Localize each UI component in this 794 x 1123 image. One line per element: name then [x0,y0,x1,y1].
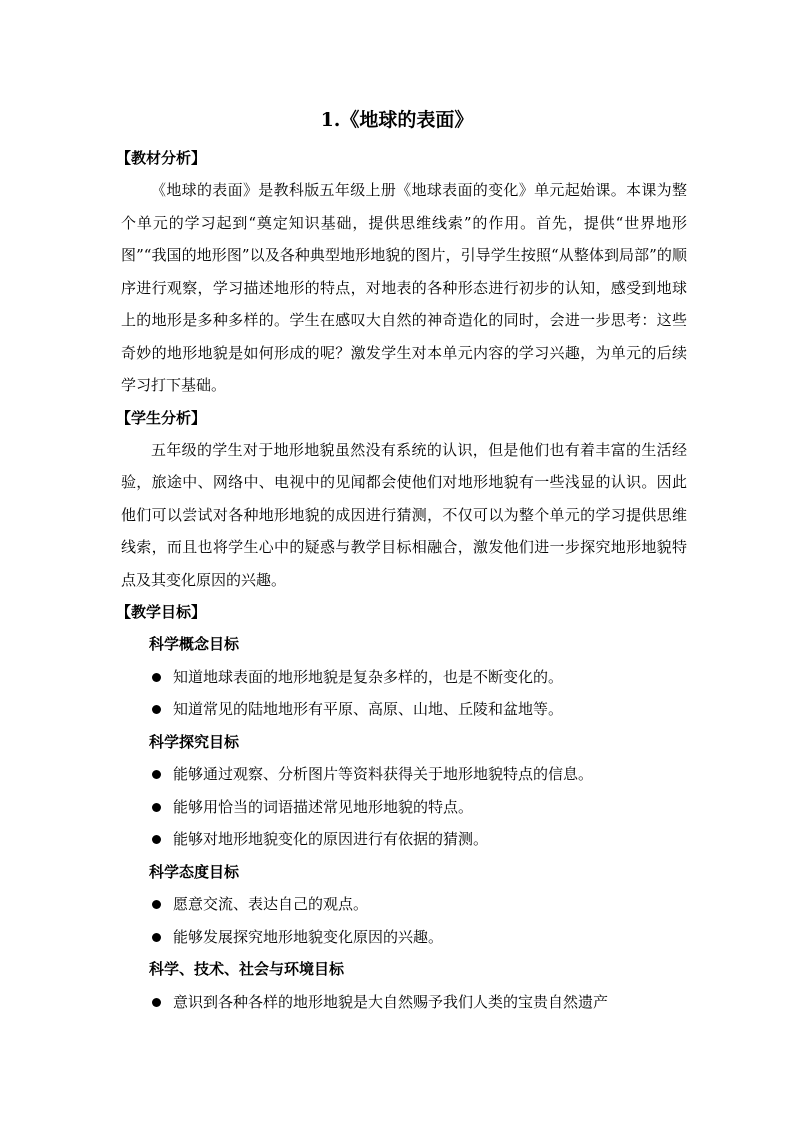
list-item-text: 能够对地形地貌变化的原因进行有依据的猜测。 [173,830,489,848]
bullet-icon [152,933,161,942]
list-item-text: 能够通过观察、分析图片等资料获得关于地形地貌特点的信息。 [173,765,594,783]
bullet-icon [152,673,161,682]
list-item [121,791,687,824]
subheading-attitude-objectives: 科学态度目标 [149,862,240,881]
bullet-icon [152,705,161,714]
subheading-inquiry-objectives: 科学探究目标 [149,732,240,751]
bullet-icon [152,835,161,844]
list-item-text: 愿意交流、表达自己的观点。 [173,895,369,913]
section-heading-teaching-objectives: 【教学目标】 [116,603,207,621]
document-body [116,142,687,1018]
list-item [121,986,687,1019]
list-item [121,888,687,921]
list-item-text: 知道地球表面的地形地貌是复杂多样的，也是不断变化的。 [173,667,564,686]
list-item [121,823,687,856]
bullet-icon [152,803,161,812]
subheading-concept-objectives: 科学概念目标 [149,635,240,653]
list-item-text: 意识到各种各样的地形地貌是大自然赐予我们人类的宝贵自然遗产 [173,992,609,1011]
student-analysis-paragraph: 五年级的学生对于地形地貌虽然没有系统的认识，但是他们也有着丰富的生活经验，旅途中、网络中、电视中的见闻都会使他们对地形地貌有一些浅显的认识。因此他们可以尝试对各种地形地貌的成因进行猜测，不仅可以为整个单元的学习提供思维线索，而且也将学生心中的疑惑与教学目标相融合，激发他们进一步探究地形地貌特点及其变化原因的兴趣。 [121,440,687,589]
list-item [121,758,687,791]
document-title: 1.《地球的表面》 [320,109,474,131]
section-heading-student-analysis: 【学生分析】 [116,408,207,427]
list-item-text: 知道常见的陆地地形有平原、高原、山地、丘陵和盆地等。 [173,700,564,718]
subheading-sts-objectives: 科学、技术、社会与环境目标 [149,960,345,978]
section-heading-textbook-analysis: 【教材分析】 [116,149,207,167]
textbook-analysis-paragraph: 《地球的表面》是教科版五年级上册《地球表面的变化》单元起始课。本课为整个单元的学习起到“奠定知识基础，提供思维线索”的作用。首先，提供“世界地形图”“我国的地形图”以及各种典型地形地貌的图片，引导学生按照“从整体到局部”的顺序进行观察，学习描述地形的特点，对地表的各种形态进行初步的认知，感受到地球上的地形是多种多样的。学生在感叹大自然的神奇造化的同时，会进一步思考：这些奇妙的地形地貌是如何形成的呢？激发学生对本单元内容的学习兴趣，为单元的后续学习打下基础。 [121,181,687,394]
bullet-icon [152,900,161,909]
list-item-text: 能够用恰当的词语描述常见地形地貌的特点。 [173,797,474,816]
bullet-icon [152,998,161,1007]
list-item [121,661,687,694]
list-item-text: 能够发展探究地形地貌变化原因的兴趣。 [173,927,444,946]
bullet-icon [152,770,161,779]
list-item [121,693,687,726]
list-item [121,921,687,954]
